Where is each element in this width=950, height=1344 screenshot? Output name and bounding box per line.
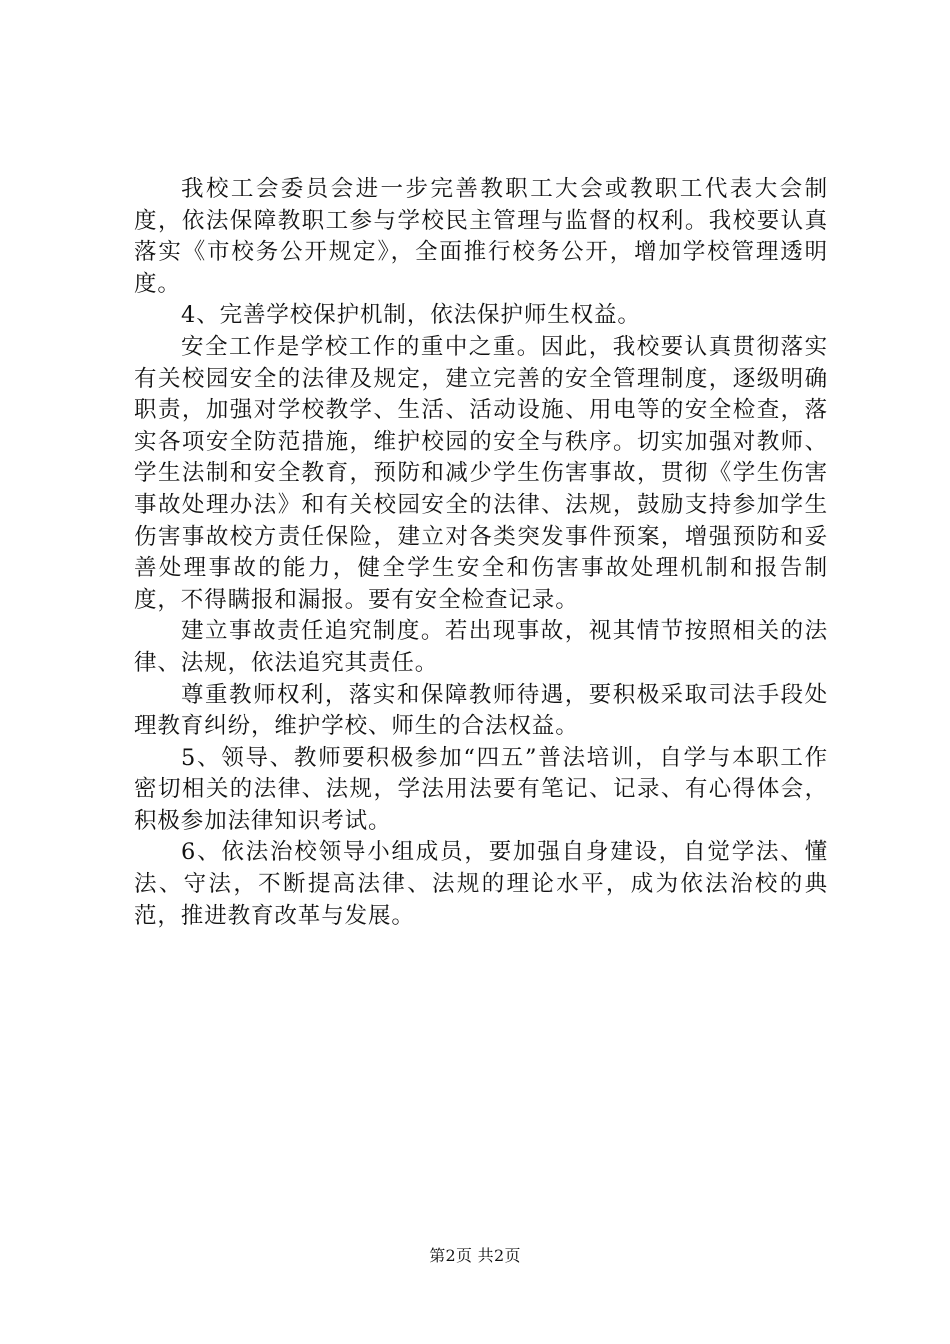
page-number-footer: 第2页 共2页 xyxy=(429,1246,521,1265)
paragraph-union-committee: 我校工会委员会进一步完善教职工大会或教职工代表大会制度，依法保障教职工参与学校民主管理与监督的权利。我校要认真落实《市校务公开规定》，全面推行校务公开，增加学校管理透明度。 xyxy=(134,176,828,297)
paragraph-safety-work: 安全工作是学校工作的重中之重。因此，我校要认真贯彻落实有关校园安全的法律及规定，建立完善的安全管理制度，逐级明确职责，加强对学校教学、生活、活动设施、用电等的安全检查，落实各项安全防范措施，维护校园的安全与秩序。切实加强对教师、学生法制和安全教育，预防和减少学生伤害事故，贯彻《学生伤害事故处理办法》和有关校园安全的法律、法规，鼓励支持参加学生伤害事故校方责任保险，建立对各类突发事件预案，增强预防和妥善处理事故的能力，健全学生安全和伤害事故处理机制和报告制度，不得瞒报和漏报。要有安全检查记录。 xyxy=(134,333,828,613)
document-body xyxy=(134,174,828,932)
paragraph-teacher-rights: 尊重教师权利，落实和保障教师待遇，要积极采取司法手段处理教育纠纷，维护学校、师生的合法权益。 xyxy=(134,681,828,740)
paragraph-item-5: 5、领导、教师要积极参加“四五”普法培训，自学与本职工作密切相关的法律、法规，学法用法要有笔记、记录、有心得体会，积极参加法律知识考试。 xyxy=(134,744,828,834)
paragraph-item-4-heading: 4、完善学校保护机制，依法保护师生权益。 xyxy=(181,302,641,329)
paragraph-item-6: 6、依法治校领导小组成员，要加强自身建设，自觉学法、懂法、守法，不断提高法律、法规的理论水平，成为依法治校的典范，推进教育改革与发展。 xyxy=(134,839,828,929)
paragraph-accountability: 建立事故责任追究制度。若出现事故，视其情节按照相关的法律、法规，依法追究其责任。 xyxy=(134,618,828,676)
